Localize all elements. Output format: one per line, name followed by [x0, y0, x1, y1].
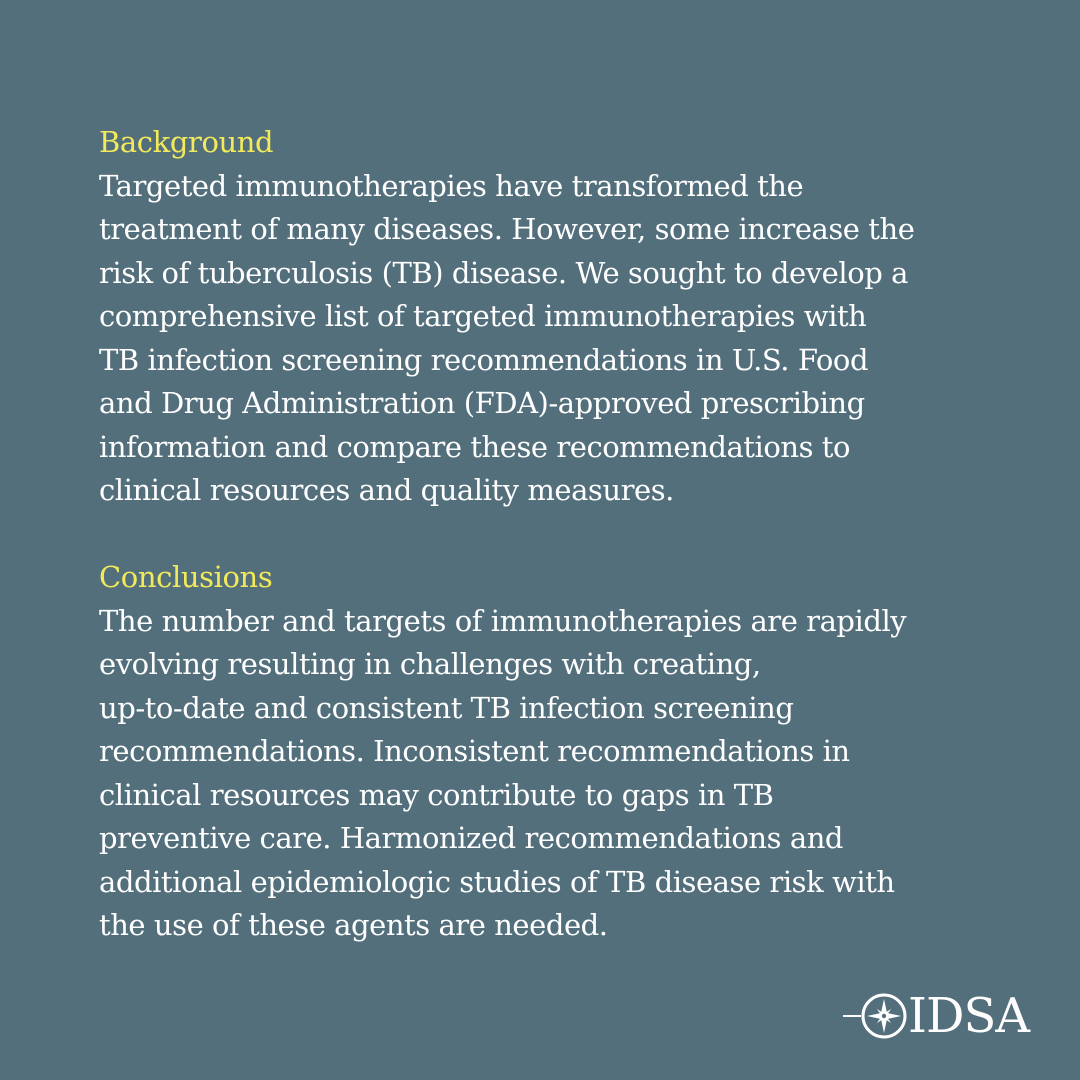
text-line: risk of tuberculosis (TB) disease. We sought to develop a [99, 255, 908, 290]
text-line: the use of these agents are needed. [99, 908, 608, 942]
idsa-logo [843, 990, 1029, 1042]
abstract-content [99, 121, 999, 948]
conclusions-heading: Conclusions [99, 560, 273, 594]
text-line: and Drug Administration (FDA)-approved prescribing [99, 386, 865, 420]
conclusions-paragraph [99, 600, 999, 948]
text-line: treatment of many diseases. However, some increase the [99, 212, 915, 246]
text-line: recommendations. Inconsistent recommendations in [99, 734, 850, 768]
text-line: comprehensive list of targeted immunotherapies with [99, 299, 867, 333]
text-line: clinical resources may contribute to gaps in TB [99, 777, 774, 812]
logo-text: IDSA [908, 988, 1029, 1044]
text-line: additional epidemiologic studies of TB disease risk with [99, 864, 895, 899]
compass-star-icon [843, 990, 907, 1042]
text-line: The number and targets of immunotherapies are rapidly [99, 603, 907, 638]
text-line: information and compare these recommendations to [99, 429, 850, 464]
background-paragraph [99, 165, 999, 513]
text-line: preventive care. Harmonized recommendations and [99, 821, 844, 855]
background-heading: Background [99, 125, 274, 159]
text-line: TB infection screening recommendations in U.S. Food [99, 342, 869, 377]
text-line: evolving resulting in challenges with creating, [99, 647, 761, 681]
section-spacer [99, 513, 999, 557]
text-line: up-to-date and consistent TB infection screening [99, 690, 794, 725]
text-line: clinical resources and quality measures. [99, 473, 674, 507]
text-line: Targeted immunotherapies have transformed the [99, 168, 804, 203]
